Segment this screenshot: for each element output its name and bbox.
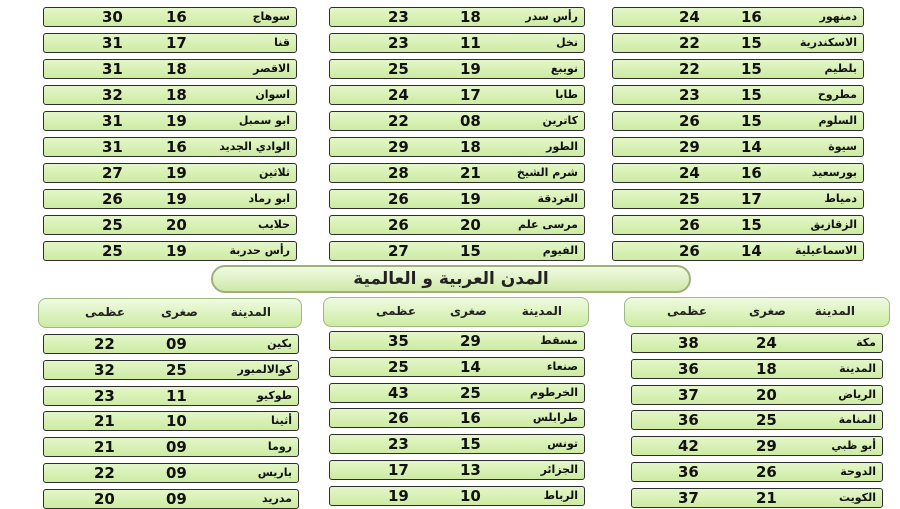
max-temp: 26 — [102, 190, 123, 208]
min-temp: 11 — [166, 386, 187, 405]
city-row — [43, 7, 297, 27]
city-row — [43, 189, 297, 209]
max-temp: 22 — [388, 112, 409, 130]
city-row — [631, 333, 883, 353]
city-row — [329, 486, 585, 506]
city-name: الدوحة — [840, 465, 876, 478]
max-temp: 30 — [102, 8, 123, 26]
min-temp: 18 — [460, 138, 481, 156]
max-temp: 37 — [678, 488, 699, 507]
city-row — [43, 215, 297, 235]
min-temp: 18 — [756, 359, 777, 378]
city-row — [612, 163, 864, 183]
city-name: ابو رماد — [248, 192, 290, 205]
city-name: شرم الشيخ — [516, 166, 578, 179]
max-temp: 26 — [679, 216, 700, 234]
min-temp: 19 — [166, 164, 187, 182]
city-row — [329, 383, 585, 403]
header-middle — [323, 297, 589, 327]
max-temp: 31 — [102, 60, 123, 78]
city-name: سيوة — [828, 140, 857, 153]
min-temp: 24 — [756, 334, 777, 352]
min-temp: 19 — [460, 190, 481, 208]
header-min: صغرى — [161, 305, 198, 319]
city-name: أثينا — [270, 414, 292, 428]
arab-world-cities-banner: المدن العربية و العالمية — [211, 265, 691, 293]
min-temp: 15 — [741, 34, 762, 52]
header-left — [38, 298, 302, 328]
min-temp: 20 — [756, 385, 777, 404]
city-name: صنعاء — [546, 359, 578, 373]
city-name: طابا — [555, 88, 578, 101]
city-row — [329, 460, 585, 480]
city-name: باريس — [257, 466, 292, 479]
city-row — [43, 33, 297, 53]
max-temp: 21 — [94, 412, 115, 431]
city-name: الرباط — [543, 488, 578, 502]
city-name: الفيوم — [542, 244, 578, 257]
min-temp: 13 — [460, 461, 481, 479]
max-temp: 25 — [388, 60, 409, 78]
max-temp: 27 — [102, 164, 123, 182]
city-name: الطور — [546, 140, 578, 153]
min-temp: 19 — [166, 112, 187, 130]
city-row — [631, 462, 883, 482]
city-row — [612, 111, 864, 131]
city-name: دمنهور — [819, 10, 857, 23]
city-row — [329, 85, 585, 105]
city-row — [43, 241, 297, 261]
city-row — [612, 33, 864, 53]
max-temp: 36 — [678, 359, 699, 378]
max-temp: 31 — [102, 34, 123, 52]
min-temp: 19 — [166, 190, 187, 208]
max-temp: 32 — [94, 360, 115, 379]
min-temp: 17 — [166, 34, 187, 52]
city-row — [43, 437, 299, 457]
max-temp: 23 — [94, 386, 115, 405]
city-row — [329, 137, 585, 157]
city-name: المنامة — [838, 413, 876, 427]
min-temp: 14 — [460, 357, 481, 376]
city-row — [43, 163, 297, 183]
city-row — [43, 59, 297, 79]
min-temp: 15 — [741, 216, 762, 234]
min-temp: 25 — [460, 383, 481, 402]
max-temp: 22 — [94, 464, 115, 482]
city-row — [612, 85, 864, 105]
city-name: الكويت — [839, 490, 876, 504]
min-temp: 09 — [166, 464, 187, 482]
max-temp: 31 — [102, 112, 123, 130]
max-temp: 24 — [679, 164, 700, 182]
city-name: الاقصر — [253, 62, 290, 75]
min-temp: 17 — [741, 190, 762, 208]
city-row — [631, 385, 883, 405]
min-temp: 29 — [460, 332, 481, 350]
min-temp: 20 — [460, 216, 481, 234]
city-row — [43, 386, 299, 406]
city-row — [43, 463, 299, 483]
header-min: صغرى — [749, 304, 786, 318]
city-row — [612, 215, 864, 235]
city-name: قنا — [274, 36, 290, 49]
max-temp: 36 — [678, 411, 699, 430]
min-temp: 18 — [166, 60, 187, 78]
city-row — [329, 434, 585, 454]
min-temp: 15 — [460, 242, 481, 260]
max-temp: 21 — [94, 438, 115, 457]
city-row — [43, 411, 299, 431]
min-temp: 25 — [166, 360, 187, 379]
header-max: عظمى — [85, 305, 126, 319]
max-temp: 31 — [102, 138, 123, 156]
city-row — [43, 111, 297, 131]
city-row — [329, 111, 585, 131]
header-right — [624, 297, 890, 327]
city-row — [43, 85, 297, 105]
min-temp: 26 — [756, 463, 777, 481]
city-row — [631, 410, 883, 430]
min-temp: 16 — [460, 409, 481, 428]
max-temp: 22 — [94, 335, 115, 353]
max-temp: 26 — [679, 112, 700, 130]
city-name: مكة — [856, 336, 876, 349]
max-temp: 35 — [388, 332, 409, 350]
city-name: الاسماعيلية — [795, 244, 857, 257]
max-temp: 25 — [388, 357, 409, 376]
min-temp: 16 — [741, 8, 762, 26]
city-row — [329, 59, 585, 79]
max-temp: 26 — [388, 216, 409, 234]
city-name: نخل — [556, 36, 578, 49]
max-temp: 22 — [679, 60, 700, 78]
min-temp: 15 — [741, 112, 762, 130]
max-temp: 27 — [388, 242, 409, 260]
city-name: السلوم — [818, 114, 857, 127]
min-temp: 14 — [741, 138, 762, 156]
max-temp: 19 — [388, 486, 409, 505]
city-name: مسقط — [540, 334, 578, 347]
min-temp: 15 — [460, 435, 481, 454]
city-row — [43, 334, 299, 354]
city-name: الاسكندرية — [799, 36, 857, 49]
header-city: المدينة — [521, 304, 562, 318]
max-temp: 29 — [388, 138, 409, 156]
city-name: روما — [267, 440, 292, 454]
max-temp: 24 — [388, 86, 409, 104]
city-row — [43, 360, 299, 380]
min-temp: 11 — [460, 34, 481, 52]
city-name: الوادي الجديد — [219, 140, 290, 153]
city-row — [43, 137, 297, 157]
max-temp: 36 — [678, 463, 699, 481]
city-row — [329, 163, 585, 183]
city-row — [329, 241, 585, 261]
city-name: تونس — [547, 437, 578, 451]
city-name: مدريد — [262, 491, 292, 505]
city-name: رأس سدر — [525, 10, 578, 23]
max-temp: 22 — [679, 34, 700, 52]
min-temp: 18 — [166, 86, 187, 104]
max-temp: 29 — [679, 138, 700, 156]
max-temp: 43 — [388, 383, 409, 402]
min-temp: 09 — [166, 438, 187, 457]
min-temp: 09 — [166, 489, 187, 508]
city-row — [329, 357, 585, 377]
min-temp: 16 — [166, 138, 187, 156]
city-row — [631, 436, 883, 456]
city-row — [631, 359, 883, 379]
city-row — [329, 331, 585, 351]
min-temp: 08 — [460, 112, 481, 130]
min-temp: 10 — [166, 412, 187, 431]
city-name: نويبع — [550, 62, 578, 75]
min-temp: 21 — [460, 164, 481, 182]
min-temp: 21 — [756, 488, 777, 507]
max-temp: 25 — [102, 242, 123, 260]
city-name: المدينة — [839, 361, 876, 375]
min-temp: 15 — [741, 60, 762, 78]
city-name: الغردقة — [537, 192, 578, 205]
max-temp: 38 — [678, 334, 699, 352]
city-name: بلطيم — [824, 62, 857, 75]
header-city: المدينة — [230, 305, 271, 319]
header-max: عظمى — [376, 304, 417, 318]
city-name: حلايب — [257, 218, 290, 231]
city-row — [631, 488, 883, 508]
city-row — [612, 241, 864, 261]
max-temp: 23 — [388, 435, 409, 454]
max-temp: 37 — [678, 385, 699, 404]
max-temp: 23 — [388, 34, 409, 52]
city-row — [329, 408, 585, 428]
city-name: اسوان — [255, 88, 290, 101]
max-temp: 42 — [678, 437, 699, 456]
min-temp: 16 — [166, 8, 187, 26]
max-temp: 23 — [388, 8, 409, 26]
min-temp: 14 — [741, 242, 762, 260]
min-temp: 17 — [460, 86, 481, 104]
city-row — [612, 7, 864, 27]
min-temp: 25 — [756, 411, 777, 430]
city-name: كوالالمبور — [237, 362, 292, 376]
max-temp: 26 — [679, 242, 700, 260]
max-temp: 32 — [102, 86, 123, 104]
city-name: أبو ظبي — [831, 439, 876, 453]
max-temp: 25 — [102, 216, 123, 234]
city-name: رأس حدربة — [229, 244, 290, 257]
min-temp: 09 — [166, 335, 187, 353]
header-max: عظمى — [667, 304, 708, 318]
max-temp: 25 — [679, 190, 700, 208]
city-name: سوهاج — [252, 10, 290, 23]
max-temp: 23 — [679, 86, 700, 104]
city-row — [612, 189, 864, 209]
city-name: ثلاثين — [258, 166, 290, 179]
city-row — [329, 33, 585, 53]
city-name: طرابلس — [532, 411, 578, 425]
min-temp: 18 — [460, 8, 481, 26]
city-name: الرياض — [838, 387, 876, 401]
city-name: بورسعيد — [811, 166, 857, 179]
city-name: مطروح — [817, 88, 857, 101]
city-name: الخرطوم — [530, 385, 578, 399]
max-temp: 26 — [388, 409, 409, 428]
city-name: الجزائر — [540, 463, 578, 476]
city-name: الزقازيق — [810, 218, 857, 231]
city-row — [612, 59, 864, 79]
city-name: طوكيو — [256, 388, 292, 402]
city-name: ابو سمبل — [238, 114, 290, 127]
city-row — [612, 137, 864, 157]
min-temp: 19 — [166, 242, 187, 260]
min-temp: 15 — [741, 86, 762, 104]
city-row — [329, 189, 585, 209]
min-temp: 16 — [741, 164, 762, 182]
min-temp: 20 — [166, 216, 187, 234]
city-name: مرسى علم — [517, 218, 578, 231]
city-row — [329, 215, 585, 235]
max-temp: 17 — [388, 461, 409, 479]
city-name: بكين — [267, 337, 292, 350]
city-name: كاترين — [542, 114, 578, 127]
city-name: دمياط — [824, 192, 857, 205]
header-min: صغرى — [450, 304, 487, 318]
max-temp: 20 — [94, 489, 115, 508]
max-temp: 26 — [388, 190, 409, 208]
max-temp: 24 — [679, 8, 700, 26]
min-temp: 19 — [460, 60, 481, 78]
header-city: المدينة — [814, 304, 855, 318]
max-temp: 28 — [388, 164, 409, 182]
min-temp: 10 — [460, 486, 481, 505]
city-row — [329, 7, 585, 27]
min-temp: 29 — [756, 437, 777, 456]
